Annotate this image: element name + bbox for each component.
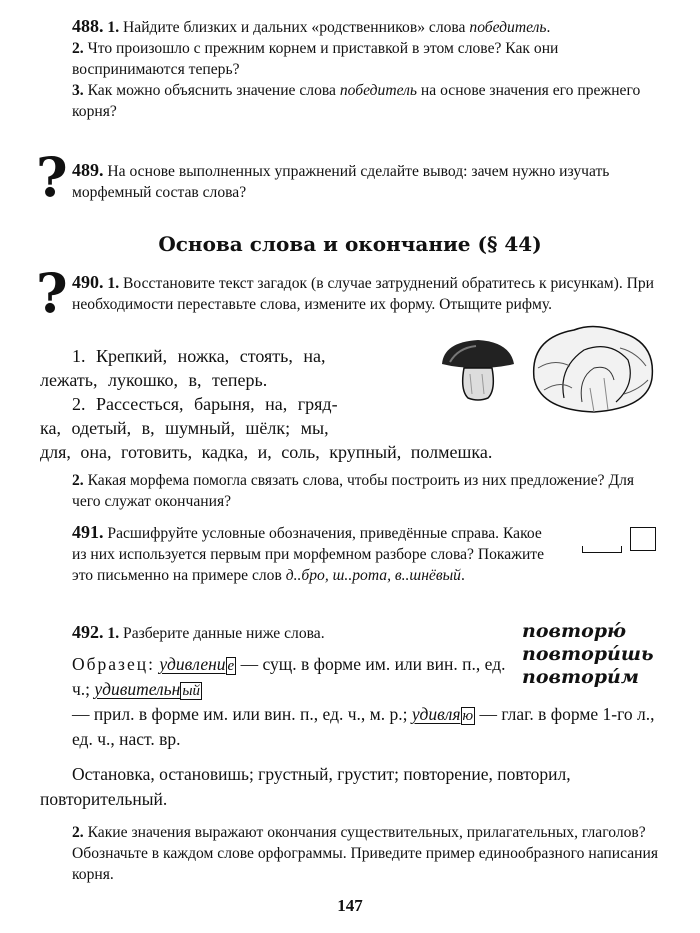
text: Разберите данные ниже слова. (123, 625, 325, 642)
riddle-2 (72, 392, 338, 416)
sample-label: Образец: (72, 654, 155, 674)
question-mark-icon: ? (36, 145, 68, 209)
item-number: 2. (72, 824, 84, 841)
section-title: Основа слова и окончание (§ 44) (158, 232, 542, 256)
riddle-2-cont (40, 416, 329, 440)
mushroom-illustration (438, 334, 518, 402)
text: Что произошло с прежним корнем и приставкой в этом слове? Как они воспринимаются теперь? (72, 40, 559, 78)
stress-word: повтори́шь (522, 643, 654, 665)
italic-word: победитель (339, 82, 418, 99)
sample-analysis-cont (72, 702, 672, 752)
item-number: 2. (72, 40, 84, 57)
text: . (546, 19, 551, 36)
text: Восстановите текст загадок (в случае затруднений обратитесь к рисункам). При необходимости переставьте слова, измените их форму. Отыщите рифму. (72, 275, 655, 313)
exercise-489 (72, 160, 660, 203)
item-number: 2. (72, 472, 84, 489)
exercise-490-part2 (72, 470, 660, 512)
text: Остановка, остановишь; грустный, грустит; повторение, повторил, повторительный. (40, 764, 571, 809)
word-ending: ый (182, 683, 201, 699)
word-stem: удивлени (159, 654, 226, 674)
exercise-491 (72, 522, 560, 586)
page-number: 147 (337, 896, 363, 915)
stress-word: повторю́ (522, 620, 627, 642)
exercise-number: 492. (72, 622, 104, 642)
word-stem: удивля (411, 704, 461, 724)
question-mark-icon: ? (36, 261, 68, 325)
italic-words: д..бро, ш..рота, в..шнёвый (285, 567, 461, 584)
word-stem: удивительн (94, 679, 181, 699)
text: Какие значения выражают окончания существительных, прилагательных, глаголов? Обозначьте в каждом слове орфограммы. Приведите пример единообразного написания корня. (72, 824, 659, 883)
text: — сущ. в форме им. или вин. п., ед. ч.; (72, 654, 506, 699)
item-number: 3. (72, 82, 84, 99)
riddle-line: 1. Крепкий, ножка, стоять, на, (72, 346, 326, 366)
riddle-1 (72, 344, 325, 368)
exercise-490 (72, 272, 660, 315)
riddle-line: для, она, готовить, кадка, и, соль, крупный, полмешка. (40, 442, 493, 462)
exercise-492-part2 (72, 822, 660, 885)
exercise-number: 488. (72, 16, 104, 36)
exercise-492 (72, 622, 492, 644)
words-to-analyze (40, 762, 662, 812)
text: Как можно объяснить значение слова (87, 82, 336, 99)
stress-words (522, 620, 653, 689)
text: на основе значения его прежнего корня? (72, 82, 641, 120)
riddle-line: ка, одетый, в, шумный, шёлк; мы, (40, 418, 329, 438)
stress-word: повтори́м (522, 666, 639, 688)
riddle-line: 2. Рассесться, барыня, на, гряд- (72, 394, 338, 414)
ending-symbol (630, 527, 656, 551)
item-number: 1. (107, 625, 120, 642)
exercise-number: 491. (72, 522, 104, 542)
italic-word: победитель (469, 19, 547, 36)
cabbage-illustration (524, 318, 664, 418)
exercise-number: 490. (72, 272, 104, 292)
item-number: 1. (107, 275, 120, 292)
exercise-488 (72, 16, 660, 122)
item-number: 1. (107, 19, 120, 36)
text: На основе выполненных упражнений сделайте вывод: зачем нужно изучать морфемный состав слова? (72, 163, 610, 201)
word-ending: е (227, 658, 235, 674)
text: Какая морфема помогла связать слова, чтобы построить из них предложение? Для чего служат окончания? (72, 472, 635, 510)
text: Расшифруйте условные обозначения, приведённые справа. Какое из них используется первым при морфемном разборе слова? Покажите это письменно на примере слов (72, 525, 545, 584)
text: . (460, 567, 465, 584)
text: Найдите близких и дальних «родственников» слова (123, 19, 466, 36)
riddle-2-cont2 (40, 440, 492, 464)
sample-analysis (72, 652, 512, 702)
text: — глаг. в форме 1-го л., ед. ч., наст. вр. (72, 704, 655, 749)
stem-symbol (582, 546, 622, 553)
text: — прил. в форме им. или вин. п., ед. ч., м. р.; (72, 704, 408, 724)
riddle-line: лежать, лукошко, в, теперь. (40, 370, 268, 390)
riddle-1-cont (40, 368, 267, 392)
exercise-number: 489. (72, 160, 104, 180)
word-ending: ю (462, 708, 474, 724)
